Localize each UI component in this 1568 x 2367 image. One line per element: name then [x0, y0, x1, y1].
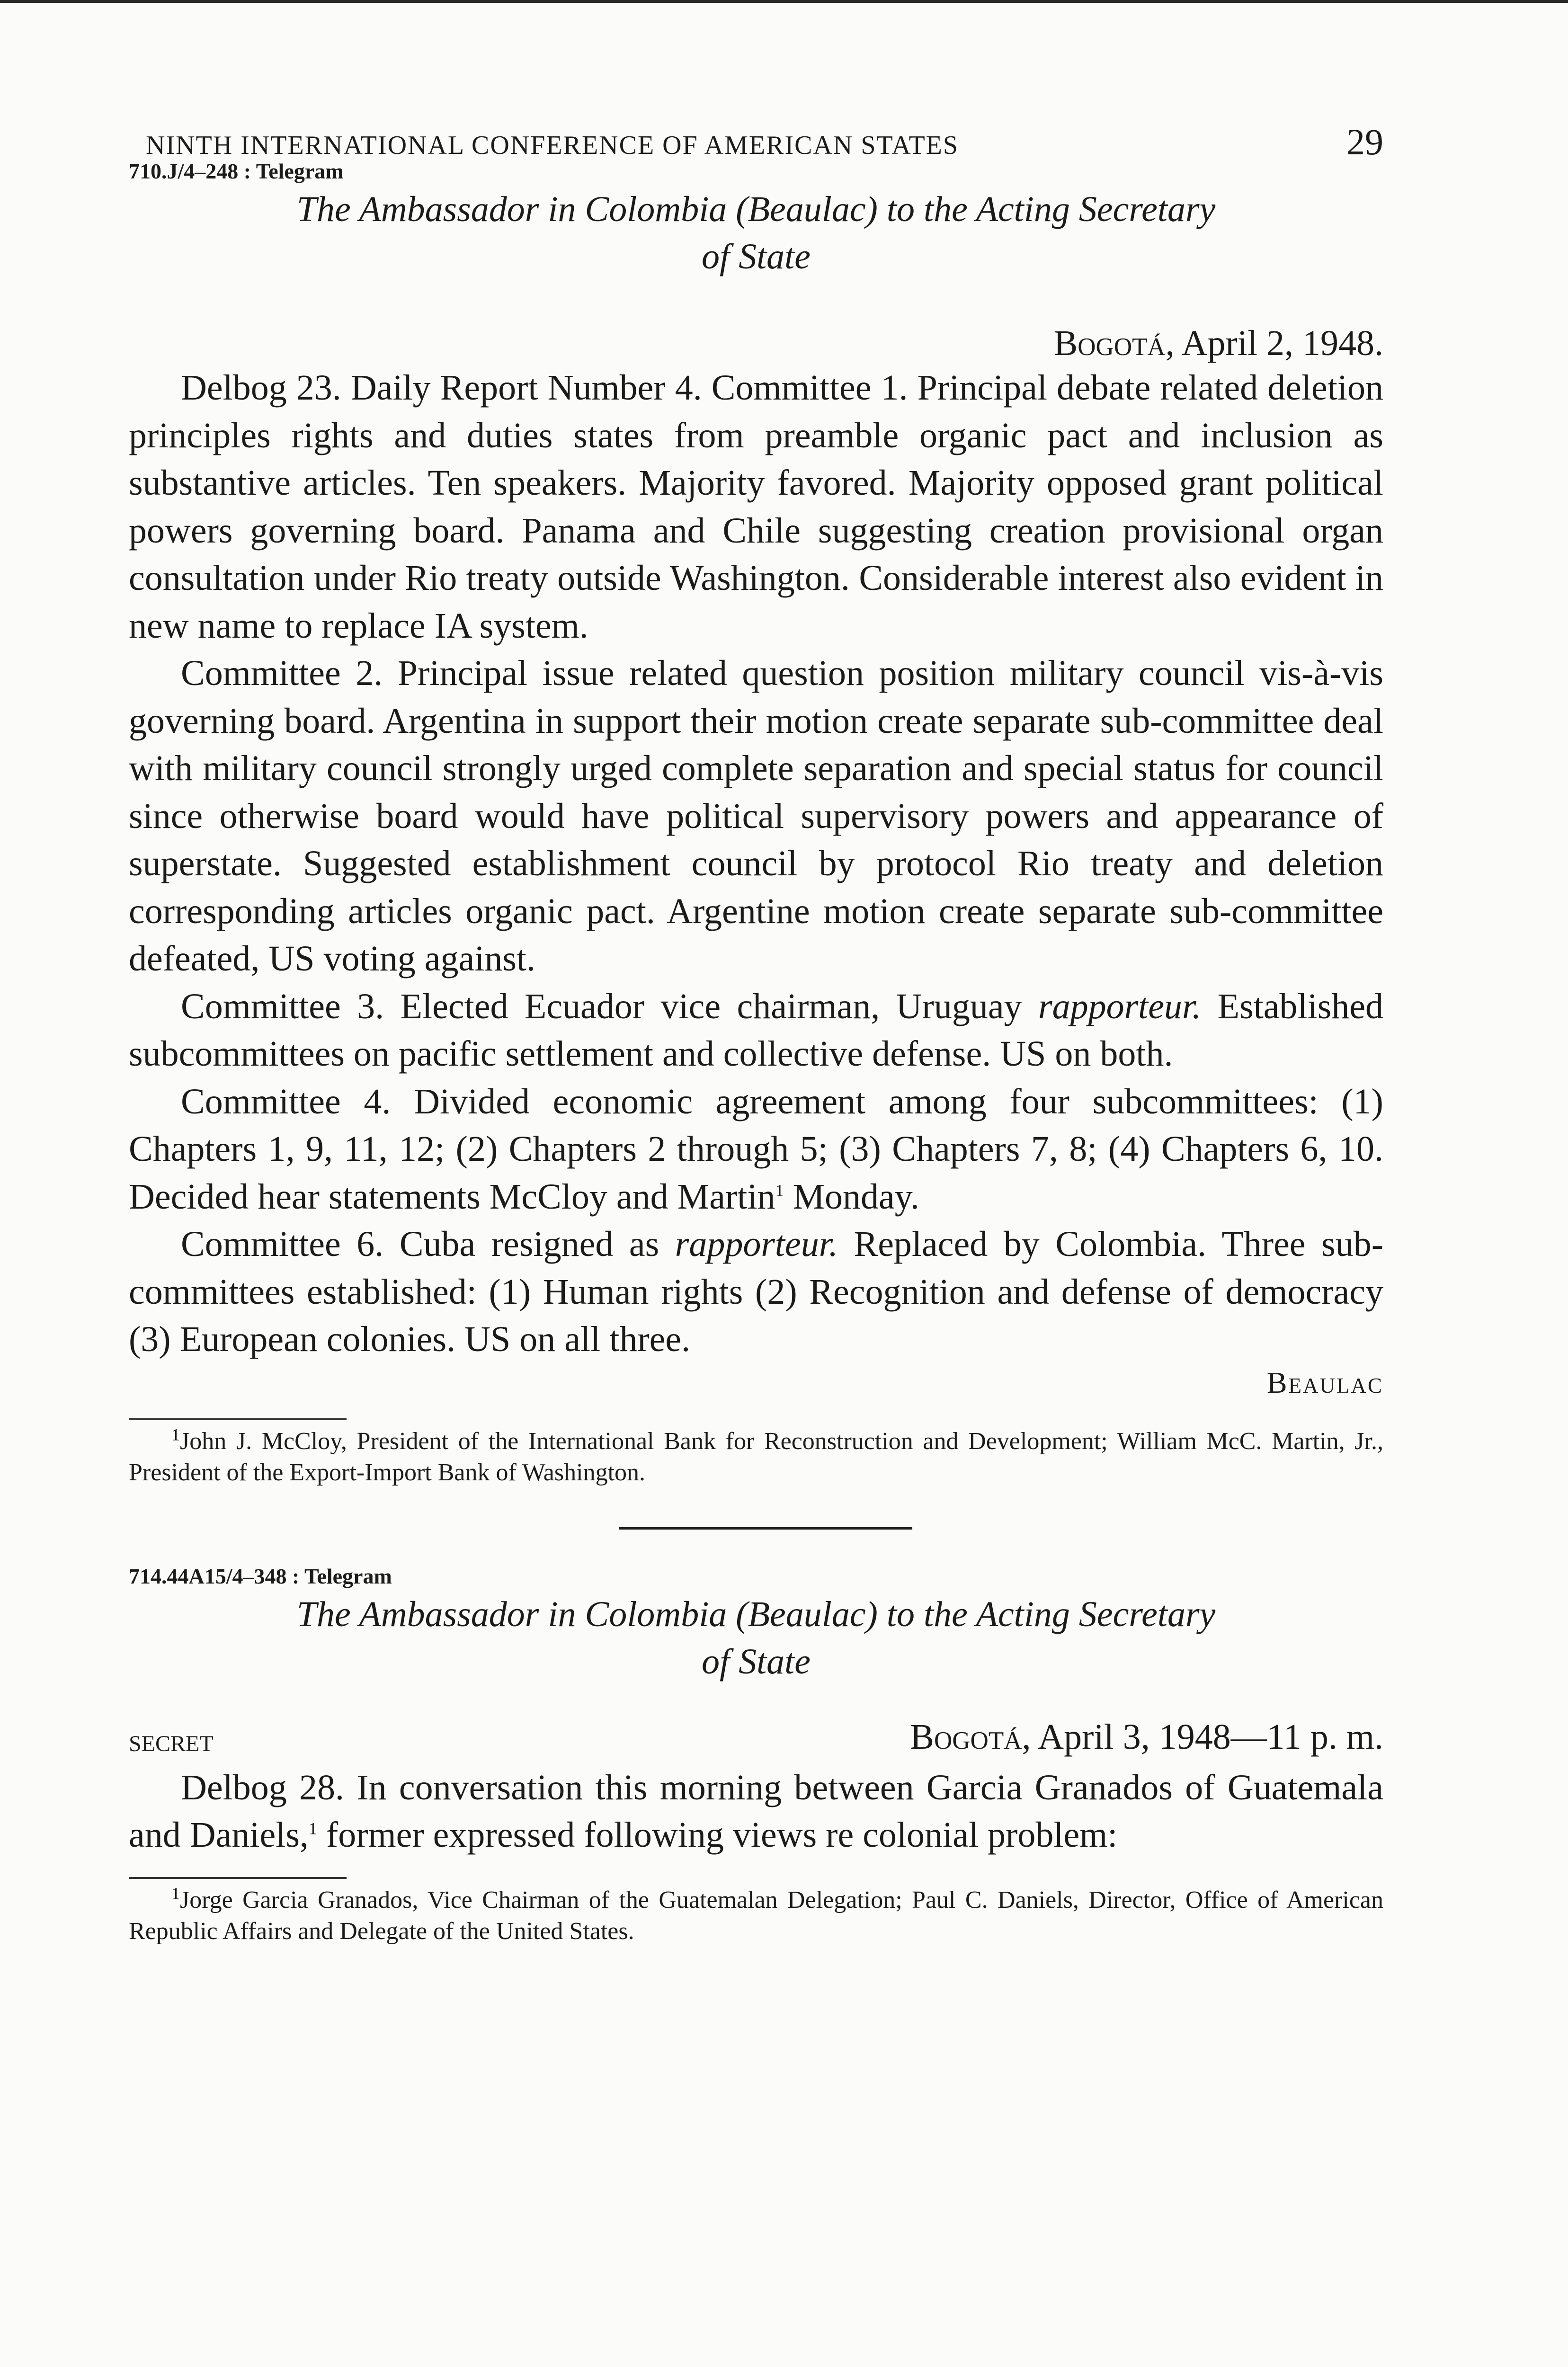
footnote-reference: 1: [308, 1819, 317, 1838]
footnote: [129, 1885, 1383, 1947]
footnote-mark: 1: [171, 1425, 180, 1444]
section-divider: [619, 1527, 912, 1530]
footnote-text: Jorge Garcia Granados, Vice Chairman of the Guatemalan Delegation; Paul C. Daniels, Director, Office of American Republic Affairs and Delegate of the United States.: [129, 1886, 1383, 1945]
paragraph-delbog-28: [129, 1764, 1383, 1859]
signature: Beaulac: [1266, 1365, 1383, 1399]
document-1: [129, 159, 1383, 1488]
dateline-date: , April 3, 1948—11 p. m.: [1022, 1717, 1383, 1757]
para-text: Monday.: [784, 1176, 919, 1217]
footnote-mark: 1: [171, 1884, 180, 1903]
para-italic: rapporteur.: [675, 1224, 838, 1264]
paragraph-committee-4: [129, 1078, 1383, 1221]
page-number: 29: [1346, 121, 1383, 162]
para-text: Committee 4. Divided economic agreement among four subcommittees: (1) Chapters 1, 9, 11, 12; (2) Chapters 2 through 5; (3) Chapters 7, 8; (4) Chapters 6, 10. Decided hear statements McCloy and Martin: [129, 1081, 1383, 1217]
dateline-place: Bogotá: [1053, 323, 1166, 363]
paragraph-committee-1: Delbog 23. Daily Report Number 4. Committee 1. Principal debate related deletion principles rights and duties states from preamble organic pact and inclusion as substantive articles. Ten speakers. Majority favored. Majority opposed grant political powers governing board. Panama and Chile suggesting creation provisional organ consultation under Rio treaty outside Washington. Considerable interest also evident in new name to replace IA system.: [129, 368, 1383, 646]
dateline-date: , April 2, 1948.: [1165, 323, 1383, 363]
file-number: 714.44A15/4–348 : Telegram: [129, 1564, 392, 1588]
document-2: [129, 1564, 1383, 1947]
document-title: [129, 1591, 1383, 1685]
book-page: [129, 107, 1383, 1947]
page-top-edge: [0, 0, 1568, 3]
footnote: [129, 1426, 1383, 1488]
title-line-1: The Ambassador in Colombia (Beaulac) to the Acting Secretary: [296, 189, 1216, 229]
dateline: [910, 1717, 1383, 1758]
title-line-1: The Ambassador in Colombia (Beaulac) to the Acting Secretary: [296, 1594, 1216, 1634]
page-header: [129, 107, 1383, 162]
footnote-reference: 1: [775, 1181, 784, 1200]
para-text: Replaced by Colombia. Three sub-committees established: (1) Human rights (2) Recognition and defense of democracy (3) European colonies. US on all three.: [129, 1224, 1383, 1359]
para-text: former expressed following views re colonial problem:: [317, 1815, 1118, 1855]
classification-label: SECRET: [129, 1731, 214, 1756]
dateline-place: Bogotá: [910, 1717, 1022, 1757]
footnote-text: John J. McCloy, President of the International Bank for Reconstruction and Development; William McC. Martin, Jr., President of the Export-Import Bank of Washington.: [129, 1427, 1383, 1486]
para-text: Delbog 28. In conversation this morning between Garcia Granados of Guatemala and Daniels,: [129, 1767, 1383, 1855]
document-title: [129, 186, 1383, 280]
paragraph-committee-6: [129, 1220, 1383, 1363]
running-title: NINTH INTERNATIONAL CONFERENCE OF AMERICAN STATES: [146, 131, 959, 160]
para-italic: rapporteur.: [1038, 986, 1202, 1026]
title-line-2: of State: [701, 1641, 811, 1682]
para-text: Committee 6. Cuba resigned as: [181, 1224, 675, 1264]
paragraph-committee-2: Committee 2. Principal issue related question position military council vis-à-vis governing board. Argentina in support their motion create separate sub-committee deal with military council strongly urged complete separation and special status for council since otherwise board would have political supervisory powers and appearance of superstate. Suggested establishment council by protocol Rio treaty and deletion corresponding articles organic pact. Argentine motion create separate sub-committee defeated, US voting against.: [129, 653, 1383, 979]
classification-dateline-row: [129, 1717, 1383, 1764]
footnote-divider: [129, 1418, 347, 1420]
dateline: [129, 323, 1383, 364]
title-line-2: of State: [701, 237, 811, 276]
para-text: Established subcommittees on pacific settlement and collective defense. US on both.: [129, 986, 1384, 1074]
footnote-divider: [129, 1877, 347, 1879]
file-number: 710.J/4–248 : Telegram: [129, 159, 344, 183]
paragraph-committee-3: [129, 983, 1383, 1078]
para-text: Committee 3. Elected Ecuador vice chairman, Uruguay: [181, 986, 1039, 1026]
